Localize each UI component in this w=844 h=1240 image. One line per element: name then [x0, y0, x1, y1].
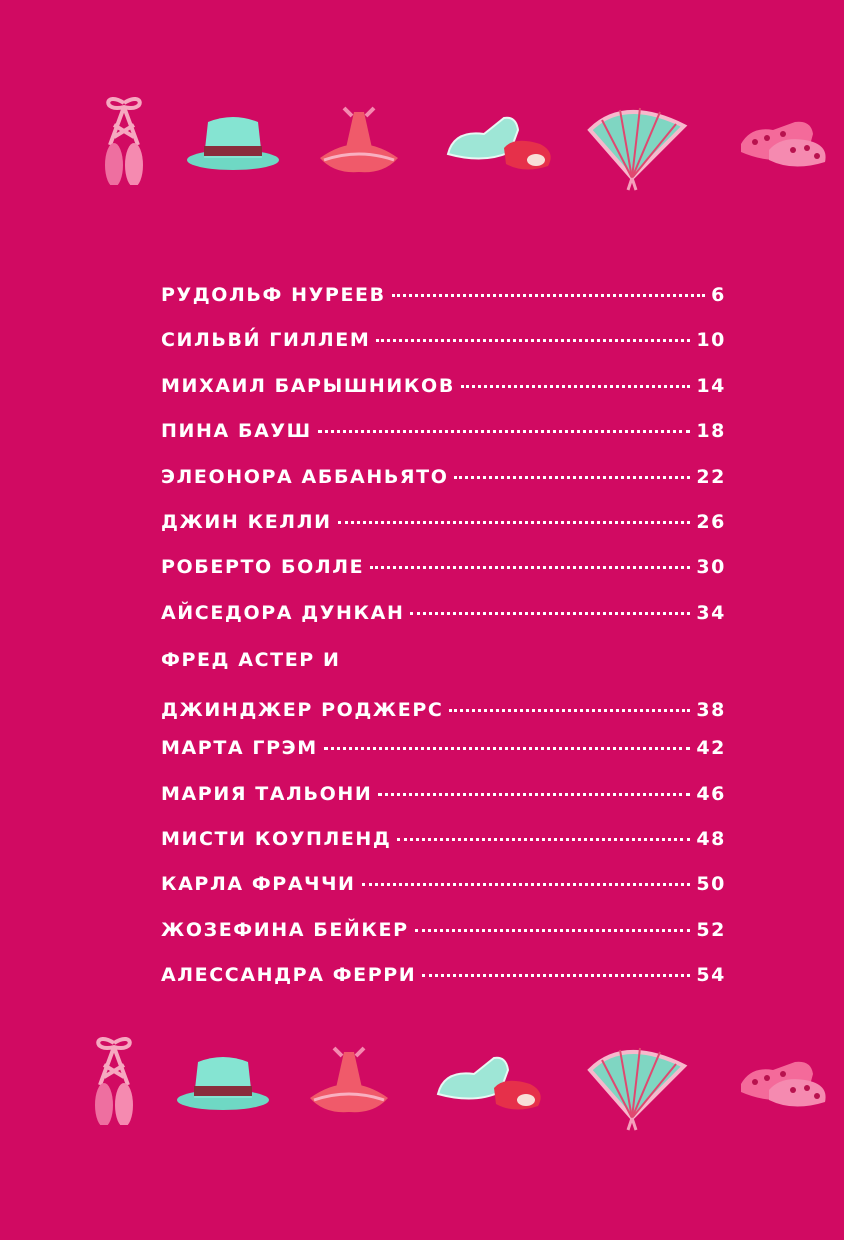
toc-entry-page: 22: [696, 465, 726, 488]
toc-entry-name: ЭЛЕОНОРА АББАНЬЯТО: [161, 465, 449, 488]
tap-shoes-icon: [444, 100, 566, 180]
toc-leader-dots: [370, 566, 690, 569]
toc-entry-name: ДЖИНДЖЕР РОДЖЕРС: [161, 699, 444, 722]
fedora-hat-icon: [186, 100, 282, 180]
toc-entry-page: 46: [696, 782, 726, 805]
toc-entry-page: 54: [696, 964, 726, 987]
toc-leader-dots: [392, 294, 705, 297]
tap-shoes-icon: [434, 1040, 556, 1120]
toc-entry-page: 42: [696, 737, 726, 760]
pointe-shoes-icon: [84, 1025, 146, 1125]
toc-leader-dots: [324, 747, 691, 750]
toc-entry-name: АЛЕССАНДРА ФЕРРИ: [161, 964, 417, 987]
bottom-icon-row: [0, 1025, 844, 1135]
toc-entry[interactable]: [161, 464, 726, 509]
toc-entry-page: 26: [696, 510, 726, 533]
toc-entry[interactable]: [161, 554, 726, 599]
toc-entry-name: МИХАИЛ БАРЫШНИКОВ: [161, 374, 455, 397]
toc-entry-page: 52: [696, 918, 726, 941]
toc-entry-name: ПИНА БАУШ: [161, 420, 312, 443]
toc-entry-page: 6: [711, 284, 726, 306]
toc-entry-page: 38: [696, 699, 726, 722]
toc-entry-page: 10: [696, 329, 726, 352]
toc-entry-page: 48: [696, 827, 726, 850]
flamenco-shoes-icon: [733, 100, 833, 180]
toc-leader-dots: [378, 793, 690, 796]
hand-fan-icon: [584, 1040, 696, 1136]
toc-entry[interactable]: [161, 781, 726, 826]
toc-entry[interactable]: [161, 826, 726, 871]
toc-entry-name: СИЛЬВИ́ ГИЛЛЕМ: [161, 329, 371, 352]
toc-entry-name: МАРИЯ ТАЛЬОНИ: [161, 782, 373, 805]
toc-entry-name: РУДОЛЬФ НУРЕЕВ: [161, 284, 386, 306]
top-icon-row: [0, 85, 844, 195]
toc-leader-dots: [415, 929, 691, 932]
toc-entry-page: 30: [696, 556, 726, 579]
toc-leader-dots: [410, 612, 690, 615]
toc-leader-dots: [362, 883, 691, 886]
toc-entry[interactable]: [161, 645, 726, 735]
toc-entry[interactable]: [161, 373, 726, 418]
toc-entry-name: МИСТИ КОУПЛЕНД: [161, 827, 392, 850]
toc-entry[interactable]: [161, 962, 726, 1007]
toc-leader-dots: [461, 385, 690, 388]
toc-entry-page: 14: [696, 374, 726, 397]
toc-entry-name: ДЖИН КЕЛЛИ: [161, 510, 332, 533]
toc-leader-dots: [397, 838, 690, 841]
toc-entry-name: КАРЛА ФРАЧЧИ: [161, 873, 356, 896]
hand-fan-icon: [584, 100, 696, 196]
toc-leader-dots: [338, 521, 691, 524]
pointe-shoes-icon: [94, 85, 156, 185]
toc-entry-name: МАРТА ГРЭМ: [161, 737, 318, 760]
toc-entry-page: 18: [696, 420, 726, 443]
fedora-hat-icon: [176, 1040, 272, 1120]
tutu-icon: [304, 1040, 396, 1120]
toc-leader-dots: [454, 476, 690, 479]
toc-entry[interactable]: [161, 871, 726, 916]
toc-entry[interactable]: [161, 917, 726, 962]
toc-leader-dots: [422, 974, 690, 977]
toc-entry[interactable]: [161, 735, 726, 780]
toc-entry-page: 50: [696, 873, 726, 896]
flamenco-shoes-icon: [733, 1040, 833, 1120]
toc-entry-name: РОБЕРТО БОЛЛЕ: [161, 556, 365, 579]
toc-entry[interactable]: [161, 509, 726, 554]
toc-entry[interactable]: [161, 282, 726, 327]
toc-leader-dots: [449, 709, 690, 712]
toc-leader-dots: [376, 339, 690, 342]
toc-leader-dots: [318, 430, 691, 433]
toc-entry-page: 34: [696, 601, 726, 624]
table-of-contents: [161, 282, 726, 1007]
toc-entry-name: АЙСЕДОРА ДУНКАН: [161, 601, 405, 624]
tutu-icon: [314, 100, 406, 180]
toc-entry[interactable]: [161, 327, 726, 372]
toc-entry[interactable]: [161, 600, 726, 645]
toc-entry[interactable]: [161, 418, 726, 463]
toc-entry-name-line1: ФРЕД АСТЕР И: [161, 649, 341, 672]
toc-entry-name: ЖОЗЕФИНА БЕЙКЕР: [161, 918, 409, 941]
